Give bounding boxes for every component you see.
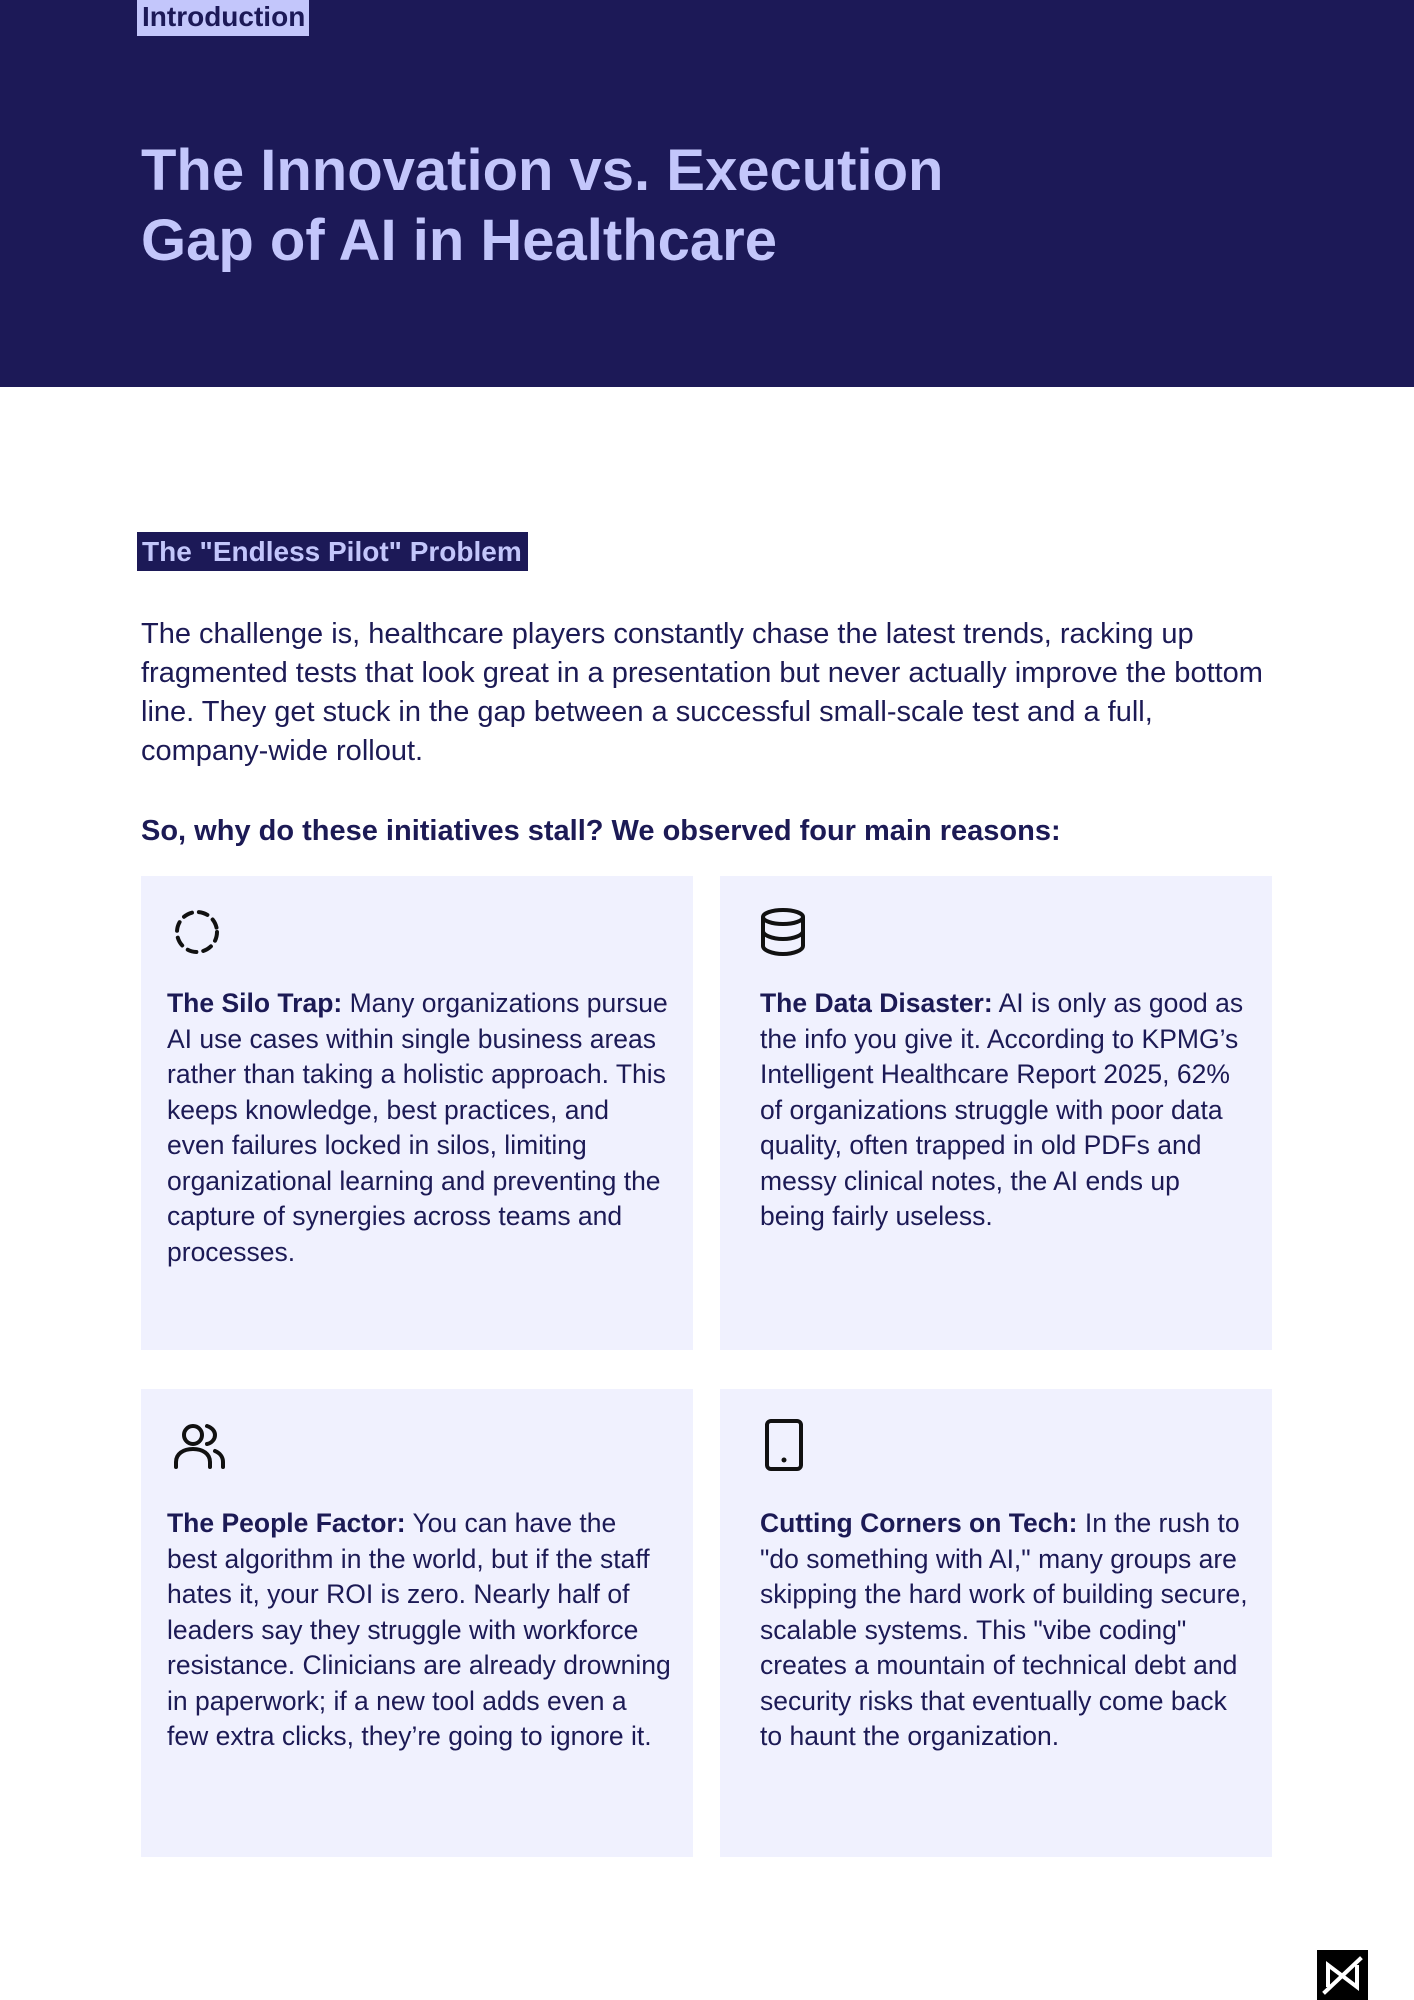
tablet-icon (764, 1419, 816, 1471)
section-label: Introduction (137, 0, 309, 36)
reason-title: The People Factor: (167, 1508, 406, 1538)
reason-title: Cutting Corners on Tech: (760, 1508, 1078, 1538)
reason-card-data (720, 876, 1272, 1350)
title-line-1: The Innovation vs. Execution (141, 138, 944, 203)
reason-card-silo (141, 876, 693, 1350)
reason-body: Many organizations pursue AI use cases within single business areas rather than taking a holistic approach. This keeps knowledge, best practices, and even failures locked in silos, limiting organizational learning and preventing the capture of synergies across teams and processes. (167, 988, 668, 1267)
reason-card-tech (720, 1389, 1272, 1857)
page-title (141, 136, 1041, 276)
reason-text (760, 986, 1250, 1235)
reason-text (167, 1506, 671, 1755)
brand-logo-icon (1317, 1950, 1368, 2000)
problem-intro: The challenge is, healthcare players constantly chase the latest trends, racking up fragmented tests that look great in a presentation but never actually improve the bottom line. They get stuck in the gap between a successful small-scale test and a full, company-wide rollout. (141, 618, 1263, 767)
reason-text (760, 1506, 1250, 1755)
reason-title: The Silo Trap: (167, 988, 343, 1018)
reason-body: AI is only as good as the info you give it. According to KPMG’s Intelligent Healthcare Report 2025, 62% of organizations struggle with poor data quality, often trapped in old PDFs and messy clinical notes, the AI ends up being fairly useless. (760, 988, 1244, 1231)
reason-title: The Data Disaster: (760, 988, 993, 1018)
database-icon (758, 906, 810, 958)
reasons-question: So, why do these initiatives stall? We observed four main reasons: (141, 815, 1061, 847)
title-line-2: Gap of AI in Healthcare (141, 208, 777, 273)
problem-label: The "Endless Pilot" Problem (137, 532, 528, 571)
reason-card-people (141, 1389, 693, 1857)
hero-banner (0, 0, 1414, 387)
dashed-circle-icon (171, 906, 223, 958)
reason-body: In the rush to "do something with AI," many groups are skipping the hard work of building secure, scalable systems. This "vibe coding" creates a mountain of technical debt and security risks that eventually come back to haunt the organization. (760, 1508, 1248, 1751)
users-icon (173, 1419, 225, 1471)
reason-body: You can have the best algorithm in the world, but if the staff hates it, your ROI is zero. Nearly half of leaders say they struggle with workforce resistance. Clinicians are already drowning in paperwork; if a new tool adds even a few extra clicks, they’re going to ignore it. (167, 1508, 671, 1751)
reason-text (167, 986, 671, 1270)
